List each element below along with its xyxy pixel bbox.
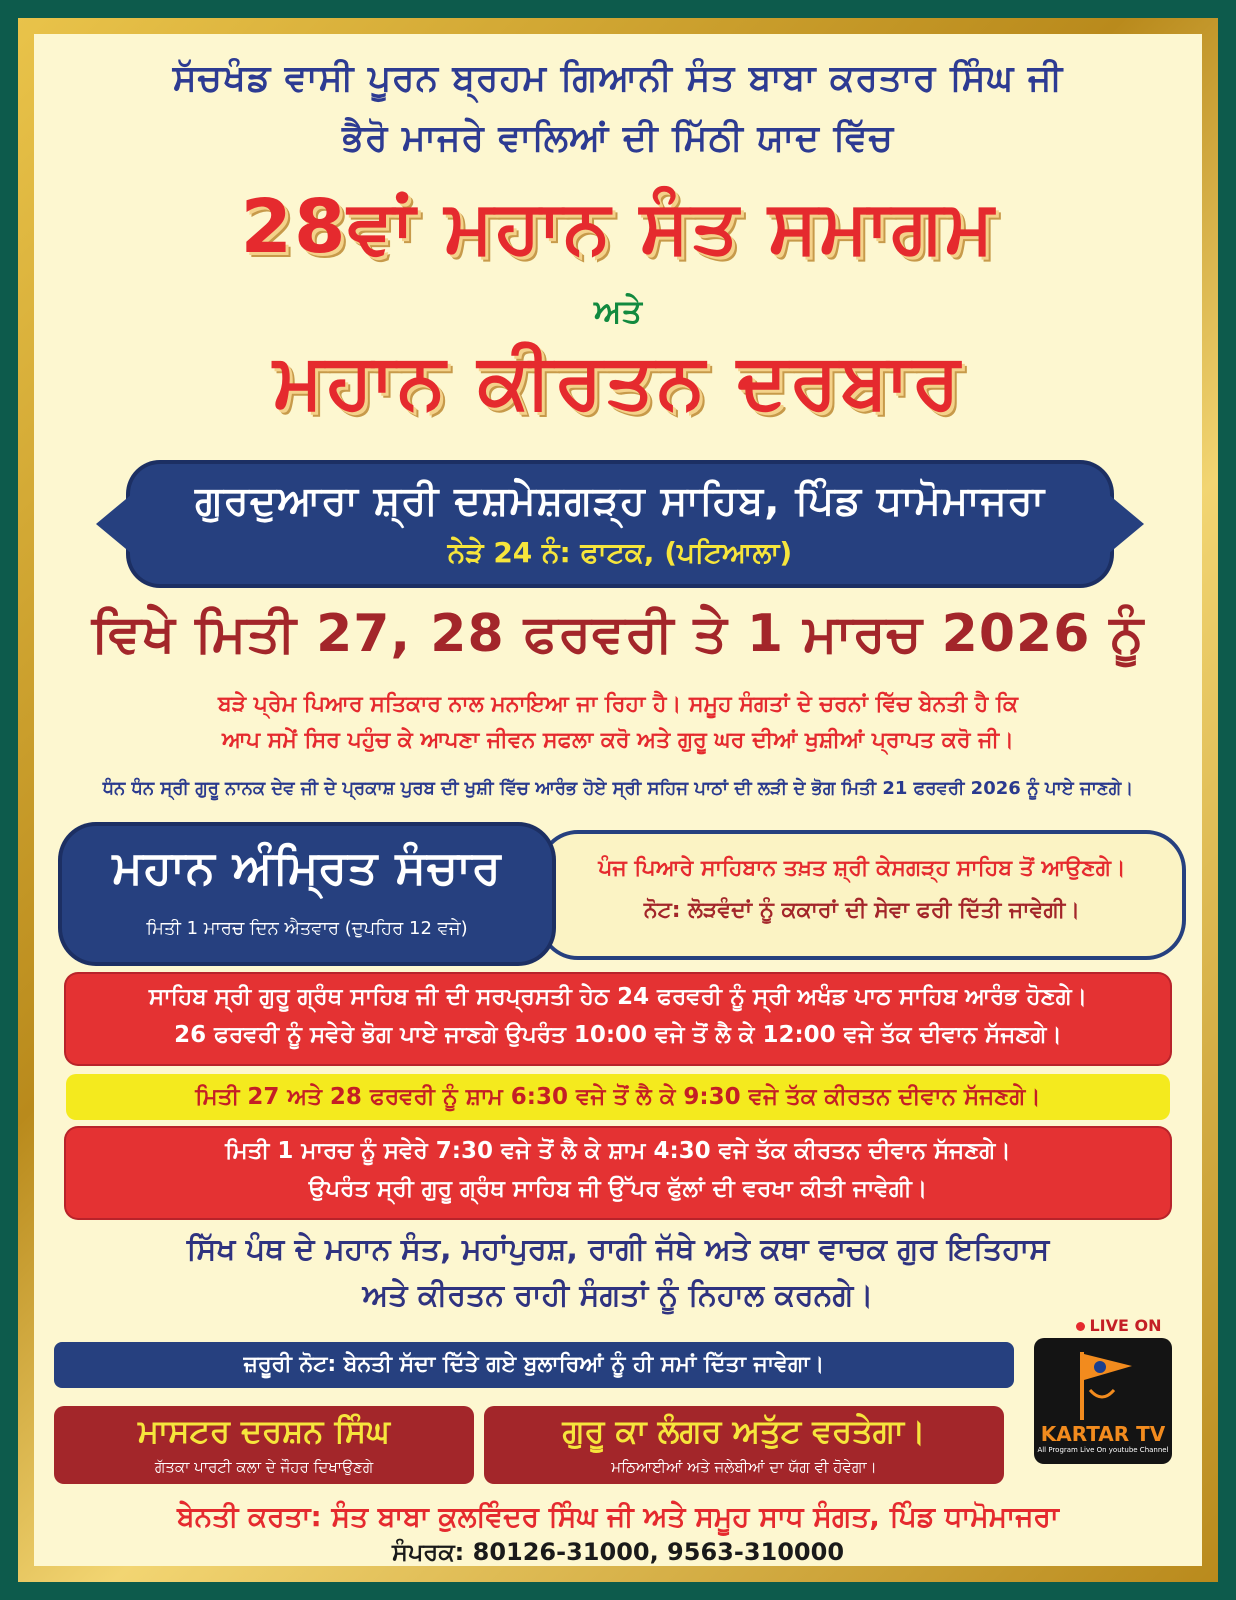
- header-line-2: ਭੈਰੋ ਮਾਜਰੇ ਵਾਲਿਆਂ ਦੀ ਮਿੱਠੀ ਯਾਦ ਵਿੱਚ: [342, 118, 894, 159]
- venue-name: ਗੁਰਦੁਆਰਾ ਸ਼੍ਰੀ ਦਸ਼ਮੇਸ਼ਗੜ੍ਹ ਸਾਹਿਬ, ਪਿੰਡ ਧਾਮੋਮਾਜਰਾ: [194, 478, 1046, 524]
- main-title: 28ਵਾਂ ਮਹਾਨ ਸੰਤ ਸਮਾਗਮ: [240, 184, 996, 270]
- poster: [34, 34, 1202, 1566]
- kartar-tv-logo: [1034, 1338, 1172, 1464]
- langar-box: [484, 1406, 1004, 1484]
- live-on-label: [1044, 1316, 1194, 1335]
- panj-pyare-line: ਪੰਜ ਪਿਆਰੇ ਸਾਹਿਬਾਨ ਤਖ਼ਤ ਸ਼੍ਰੀ ਕੇਸਗੜ੍ਹ ਸਾਹਿਬ ਤੋਂ ਆਉਣਗੇ।: [598, 856, 1126, 881]
- amrit-date: ਮਿਤੀ 1 ਮਾਰਚ ਦਿਨ ਐਤਵਾਰ (ਦੁਪਹਿਰ 12 ਵਜੇ): [146, 918, 468, 939]
- panj-pyare-box: [538, 830, 1186, 960]
- langar-title: ਗੁਰੂ ਕਾ ਲੰਗਰ ਅਤੁੱਟ ਵਰਤੇਗਾ।: [562, 1412, 926, 1450]
- kakar-note-line: ਨੋਟ: ਲੋੜਵੰਦਾਂ ਨੂੰ ਕਕਾਰਾਂ ਦੀ ਸੇਵਾ ਫਰੀ ਦਿੱਤੀ ਜਾਵੇਗੀ।: [643, 898, 1081, 923]
- important-note-bar: ਜ਼ਰੂਰੀ ਨੋਟ: ਬੇਨਤੀ ਸੱਦਾ ਦਿੱਤੇ ਗਏ ਬੁਲਾਰਿਆਂ ਨੂੰ ਹੀ ਸਮਾਂ ਦਿੱਤਾ ਜਾਵੇਗਾ।: [54, 1342, 1014, 1388]
- khanda-flag-icon: [1068, 1346, 1138, 1422]
- master-sub: ਗੱਤਕਾ ਪਾਰਟੀ ਕਲਾ ਦੇ ਜੌਹਰ ਦਿਖਾਉਣਗੇ: [154, 1458, 374, 1476]
- contact-numbers: ਸੰਪਰਕ: 80126-31000, 9563-310000: [391, 1538, 845, 1566]
- kartar-tv-name: KARTAR TV: [1040, 1422, 1166, 1446]
- akhand-path-line-1: ਸਾਹਿਬ ਸ੍ਰੀ ਗੁਰੂ ਗ੍ਰੰਥ ਸਾਹਿਬ ਜੀ ਦੀ ਸਰਪ੍ਰਸਤੀ ਹੇਠ 24 ਫਰਵਰੀ ਨੂੰ ਸ੍ਰੀ ਅਖੰਡ ਪਾਠ ਸਾਹਿਬ ਆਰੰਭ ਹੋਣਗੇ।: [148, 984, 1088, 1010]
- evening-kirtan-bar: ਮਿਤੀ 27 ਅਤੇ 28 ਫਰਵਰੀ ਨੂੰ ਸ਼ਾਮ 6:30 ਵਜੇ ਤੋਂ ਲੈ ਕੇ 9:30 ਵਜੇ ਤੱਕ ਕੀਰਤਨ ਦੀਵਾਨ ਸੱਜਣਗੇ।: [66, 1074, 1170, 1120]
- amrit-sanchar-box: [62, 826, 552, 962]
- march-kirtan-line-2: ਉਪਰੰਤ ਸ੍ਰੀ ਗੁਰੂ ਗ੍ਰੰਥ ਸਾਹਿਬ ਜੀ ਉੱਪਰ ਫੁੱਲਾਂ ਦੀ ਵਰਖਾ ਕੀਤੀ ਜਾਵੇਗੀ।: [308, 1176, 928, 1202]
- bhog-note: ਧੰਨ ਧੰਨ ਸ੍ਰੀ ਗੁਰੂ ਨਾਨਕ ਦੇਵ ਜੀ ਦੇ ਪ੍ਰਕਾਸ਼ ਪੁਰਬ ਦੀ ਖੁਸ਼ੀ ਵਿੱਚ ਆਰੰਭ ਹੋਏ ਸ੍ਰੀ ਸਹਿਜ ਪਾਠਾਂ ਦੀ ਲੜੀ ਦੇ ਭੋਗ ਮਿਤੀ 21 ਫਰਵਰੀ 2026 ਨੂੰ ਪਾਏ ਜਾਣਗੇ।: [102, 778, 1134, 799]
- sikh-panth-line-2: ਅਤੇ ਕੀਰਤਨ ਰਾਹੀ ਸੰਗਤਾਂ ਨੂੰ ਨਿਹਾਲ ਕਰਨਗੇ।: [362, 1278, 874, 1313]
- second-title: ਮਹਾਨ ਕੀਰਤਨ ਦਰਬਾਰ: [273, 336, 963, 425]
- benti-karta: ਬੇਨਤੀ ਕਰਤਾ: ਸੰਤ ਬਾਬਾ ਕੁਲਵਿੰਦਰ ਸਿੰਘ ਜੀ ਅਤੇ ਸਮੂਹ ਸਾਧ ਸੰਗਤ, ਪਿੰਡ ਧਾਮੋਮਾਜਰਾ: [177, 1500, 1059, 1533]
- master-darshan-box: [54, 1406, 474, 1484]
- langar-sub: ਮਠਿਆਈਆਂ ਅਤੇ ਜਲੇਬੀਆਂ ਦਾ ਯੱਗ ਵੀ ਹੋਵੇਗਾ।: [611, 1458, 877, 1476]
- live-on-text: LIVE ON: [1089, 1316, 1162, 1335]
- venue-banner: [130, 464, 1110, 584]
- banner-right-point: [1108, 494, 1144, 554]
- invite-line-1: ਬੜੇ ਪ੍ਰੇਮ ਪਿਆਰ ਸਤਿਕਾਰ ਨਾਲ ਮਨਾਇਆ ਜਾ ਰਿਹਾ ਹੈ। ਸਮੂਹ ਸੰਗਤਾਂ ਦੇ ਚਰਨਾਂ ਵਿੱਚ ਬੇਨਤੀ ਹੈ ਕਿ: [218, 692, 1018, 717]
- master-title: ਮਾਸਟਰ ਦਰਸ਼ਨ ਸਿੰਘ: [138, 1412, 390, 1450]
- sikh-panth-line-1: ਸਿੱਖ ਪੰਥ ਦੇ ਮਹਾਨ ਸੰਤ, ਮਹਾਂਪੁਰਸ਼, ਰਾਗੀ ਜੱਥੇ ਅਤੇ ਕਥਾ ਵਾਚਕ ਗੁਰ ਇਤਿਹਾਸ: [186, 1232, 1050, 1267]
- banner-left-point: [96, 494, 132, 554]
- march-kirtan-bar: [66, 1128, 1170, 1218]
- akhand-path-line-2: 26 ਫਰਵਰੀ ਨੂੰ ਸਵੇਰੇ ਭੋਗ ਪਾਏ ਜਾਣਗੇ ਉਪਰੰਤ 10:00 ਵਜੇ ਤੋਂ ਲੈ ਕੇ 12:00 ਵਜੇ ਤੱਕ ਦੀਵਾਨ ਸੱਜਣਗੇ।: [174, 1022, 1062, 1048]
- live-dot-icon: [1076, 1322, 1085, 1331]
- kartar-tv-sub: All Program Live On youtube Channel: [1037, 1446, 1169, 1454]
- march-kirtan-line-1: ਮਿਤੀ 1 ਮਾਰਚ ਨੂੰ ਸਵੇਰੇ 7:30 ਵਜੇ ਤੋਂ ਲੈ ਕੇ ਸ਼ਾਮ 4:30 ਵਜੇ ਤੱਕ ਕੀਰਤਨ ਦੀਵਾਨ ਸੱਜਣਗੇ।: [225, 1138, 1011, 1164]
- amrit-title: ਮਹਾਨ ਅੰਮ੍ਰਿਤ ਸੰਚਾਰ: [112, 840, 502, 894]
- akhand-path-bar: [66, 974, 1170, 1064]
- venue-near: ਨੇੜੇ 24 ਨੰ: ਫਾਟਕ, (ਪਟਿਆਲਾ): [447, 536, 793, 569]
- invite-line-2: ਆਪ ਸਮੇਂ ਸਿਰ ਪਹੁੰਚ ਕੇ ਆਪਣਾ ਜੀਵਨ ਸਫਲਾ ਕਰੋ ਅਤੇ ਗੁਰੂ ਘਰ ਦੀਆਂ ਖੁਸ਼ੀਆਂ ਪ੍ਰਾਪਤ ਕਰੋ ਜੀ।: [221, 728, 1014, 753]
- header-line-1: ਸੱਚਖੰਡ ਵਾਸੀ ਪੂਰਨ ਬ੍ਰਹਮ ਗਿਆਨੀ ਸੰਤ ਬਾਬਾ ਕਰਤਾਰ ਸਿੰਘ ਜੀ: [172, 58, 1064, 99]
- event-dates: ਵਿਖੇ ਮਿਤੀ 27, 28 ਫਰਵਰੀ ਤੇ 1 ਮਾਰਚ 2026 ਨੂੰ: [91, 604, 1145, 664]
- title-and: ਅਤੇ: [593, 292, 642, 330]
